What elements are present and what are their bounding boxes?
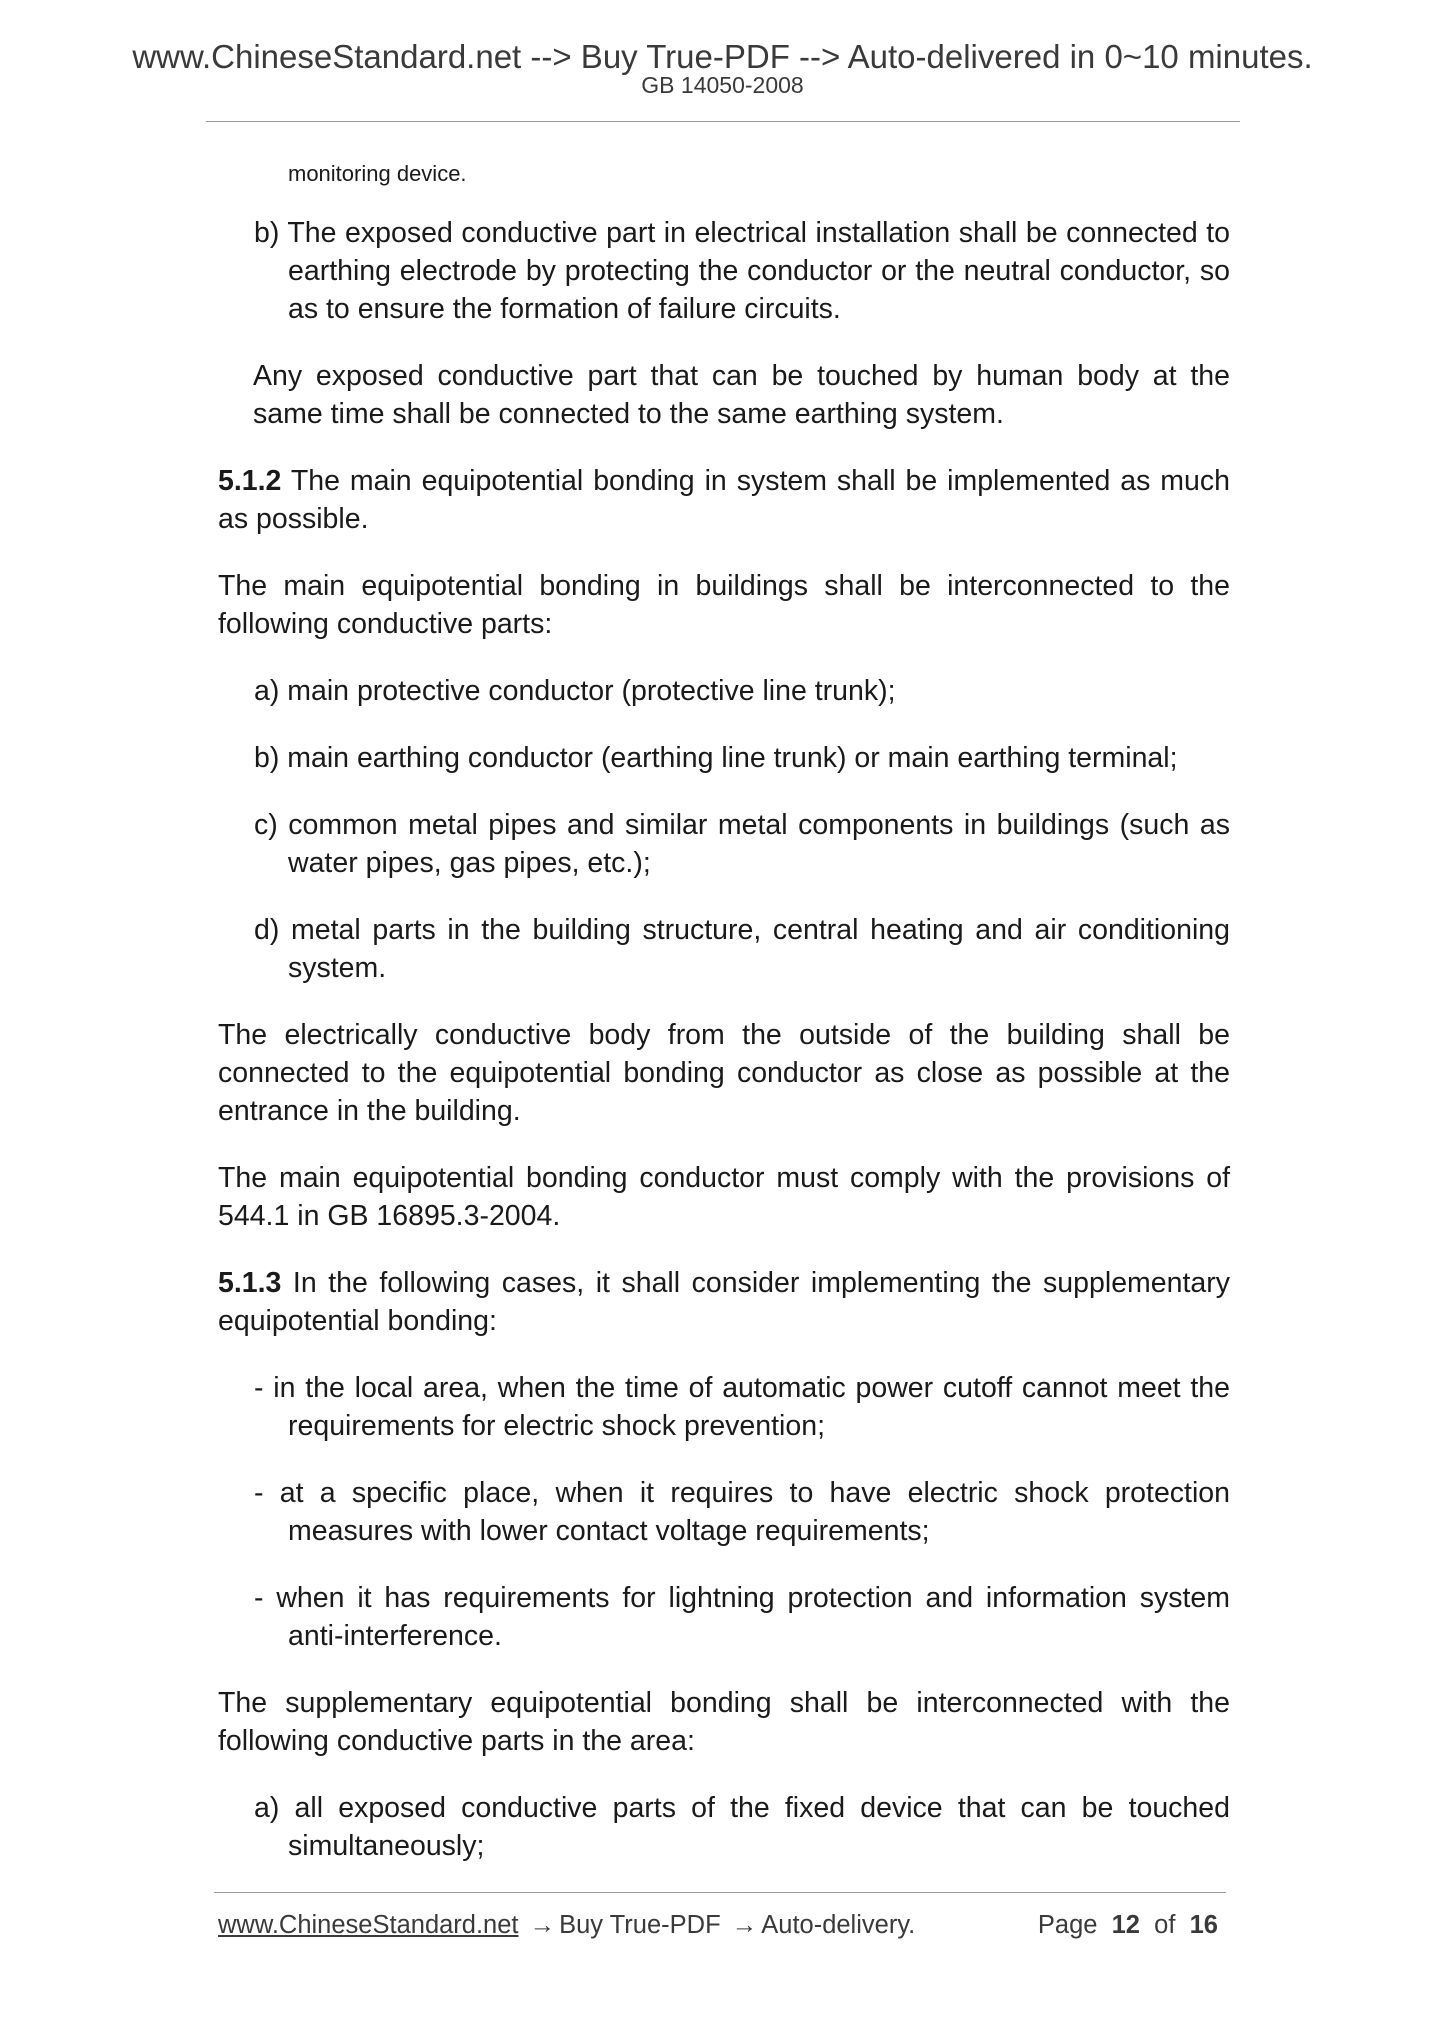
header-divider [206, 121, 1240, 122]
footer-site-link[interactable]: www.ChineseStandard.net [218, 1911, 519, 1939]
paragraph: The main equipotential bonding conductor must comply with the provisions of 544.1 in GB 16895.3-2004. [218, 1162, 1230, 1232]
page-footer [218, 1913, 1218, 1939]
paragraph: The electrically conductive body from the outside of the building shall be connected to the equipotential bonding conductor as close as possible at the entrance in the building. [218, 1019, 1230, 1127]
total-pages: 16 [1189, 1911, 1218, 1939]
arrow-right-icon: → [731, 1911, 758, 1939]
dash-item: - at a specific place, when it requires to have electric shock protection measures with lower contact voltage requirements; [254, 1477, 1230, 1547]
dash-item: - in the local area, when the time of automatic power cutoff cannot meet the requirements for electric shock prevention; [254, 1372, 1230, 1442]
clause-number: 5.1.3 [218, 1267, 282, 1299]
page-indicator [1038, 1913, 1218, 1939]
footer-divider [214, 1892, 1226, 1893]
clause-text: The main equipotential bonding in system shall be implemented as much as possible. [218, 465, 1230, 535]
list-item: a) main protective conductor (protective line trunk); [254, 675, 896, 707]
clause-5-1-3 [218, 1264, 1230, 1340]
site-banner[interactable]: www.ChineseStandard.net --> Buy True-PDF --> Auto-delivered in 0~10 minutes. [132, 38, 1313, 75]
standard-code: GB 14050-2008 [641, 72, 804, 98]
paragraph: Any exposed conductive part that can be touched by human body at the same time shall be connected to the same earthing system. [253, 360, 1230, 430]
footer-delivery-text: Auto-delivery. [761, 1911, 916, 1939]
dash-item: - when it has requirements for lightning protection and information system anti-interference. [254, 1582, 1230, 1652]
clause-number: 5.1.2 [218, 465, 282, 497]
clause-5-1-2 [218, 462, 1230, 538]
document-body [218, 152, 1230, 1894]
footer-buy-text: Buy True-PDF [559, 1911, 721, 1939]
arrow-right-icon: → [529, 1911, 556, 1939]
list-item: a) all exposed conductive parts of the fixed device that can be touched simultaneously; [254, 1792, 1230, 1862]
continued-text: monitoring device. [288, 161, 467, 186]
of-word: of [1154, 1911, 1176, 1939]
list-item-label: b) [254, 217, 280, 249]
clause-text: In the following cases, it shall consider implementing the supplementary equipotential bonding: [218, 1267, 1230, 1337]
paragraph: The main equipotential bonding in buildings shall be interconnected to the following conductive parts: [218, 570, 1230, 640]
list-item: c) common metal pipes and similar metal components in buildings (such as water pipes, gas pipes, etc.); [254, 809, 1230, 879]
list-item-b [218, 214, 1230, 328]
list-item: b) main earthing conductor (earthing line trunk) or main earthing terminal; [254, 742, 1178, 774]
paragraph: The supplementary equipotential bonding shall be interconnected with the following conductive parts in the area: [218, 1687, 1230, 1757]
list-item: d) metal parts in the building structure, central heating and air conditioning system. [254, 914, 1230, 984]
current-page: 12 [1111, 1911, 1140, 1939]
page-word: Page [1037, 1911, 1098, 1939]
list-item-text: The exposed conductive part in electrical installation shall be connected to earthing electrode by protecting the conductor or the neutral conductor, so as to ensure the formation of failure circuits. [287, 217, 1231, 325]
